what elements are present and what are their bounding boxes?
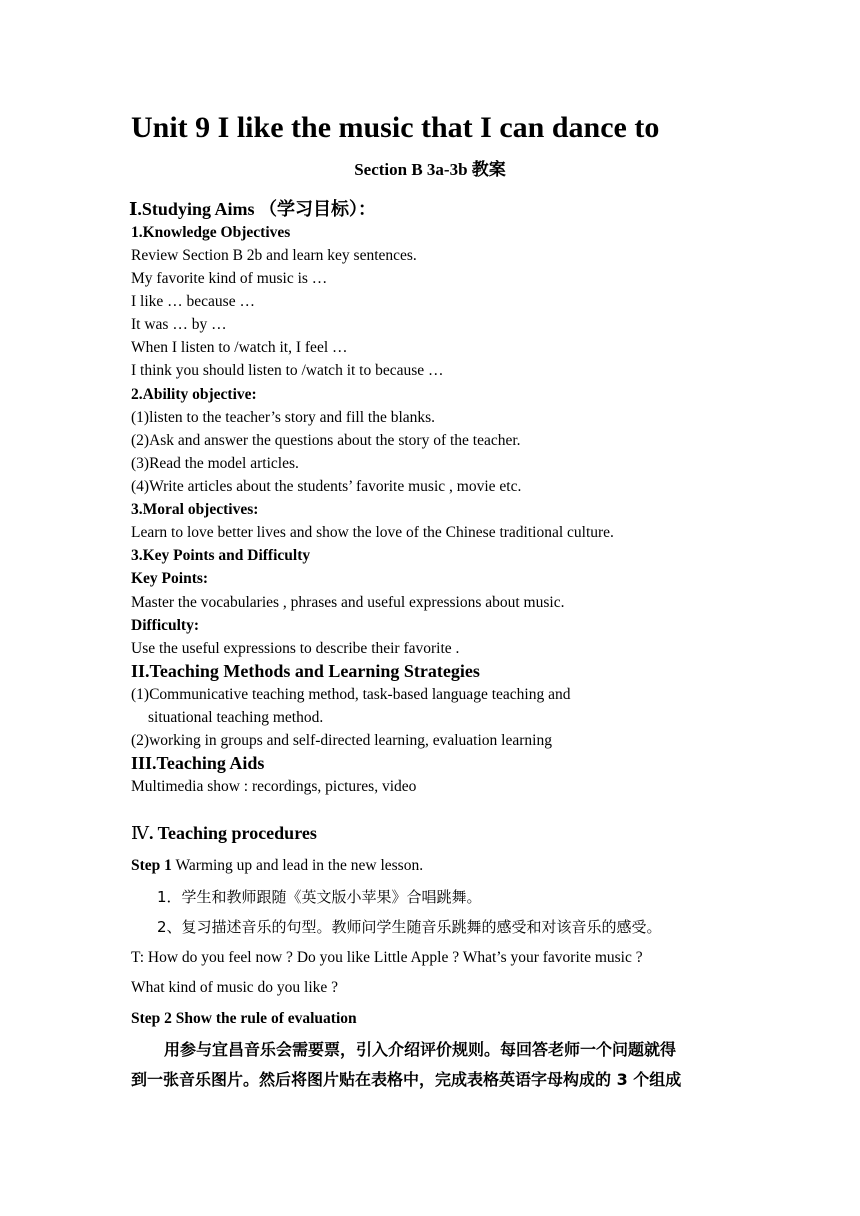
difficulty-line: Use the useful expressions to describe their favorite .: [131, 640, 460, 657]
section-heading-teaching-procedures: [131, 822, 317, 844]
step1-item: 2、复习描述音乐的句型。教师问学生随音乐跳舞的感受和对该音乐的感受。: [157, 918, 662, 936]
document-title: Unit 9 I like the music that I can dance to: [131, 111, 660, 144]
step1-label: Step 1: [131, 857, 172, 874]
moral-line: Learn to love better lives and show the love of the Chinese traditional culture.: [131, 524, 614, 541]
methods-line: (2)working in groups and self-directed learning, evaluation learning: [131, 732, 552, 749]
knowledge-objectives-heading: 1.Knowledge Objectives: [131, 224, 291, 241]
teacher-line: What kind of music do you like ?: [131, 979, 339, 996]
methods-line: situational teaching method.: [148, 709, 324, 726]
knowledge-line: When I listen to /watch it, I feel …: [131, 339, 348, 356]
methods-line: (1)Communicative teaching method, task-based language teaching and: [131, 686, 571, 703]
ability-line: (3)Read the model articles.: [131, 455, 299, 472]
document-subtitle: Section B 3a-3b 教案: [354, 160, 506, 179]
ability-line: (4)Write articles about the students’ favorite music , movie etc.: [131, 478, 522, 495]
knowledge-line: It was … by …: [131, 316, 227, 333]
key-points-difficulty-heading: 3.Key Points and Difficulty: [131, 547, 311, 564]
procedures-heading-text: . Teaching procedures: [148, 823, 317, 843]
step1-line: [131, 856, 423, 876]
moral-objectives-heading: 3.Moral objectives:: [131, 501, 259, 518]
knowledge-line: I like … because …: [131, 293, 255, 310]
step2-paragraph-line: 用参与宜昌音乐会需要票，引入介绍评价规则。每回答老师一个问题就得: [164, 1040, 677, 1059]
key-points-line: Master the vocabularies , phrases and useful expressions about music.: [131, 594, 565, 611]
difficulty-label: Difficulty:: [131, 617, 200, 634]
knowledge-line: My favorite kind of music is …: [131, 270, 328, 287]
roman-numeral-four: Ⅳ: [131, 823, 149, 843]
section-heading-teaching-aids: III.Teaching Aids: [131, 753, 265, 773]
ability-objective-heading: 2.Ability objective:: [131, 386, 257, 403]
aids-line: Multimedia show : recordings, pictures, video: [131, 778, 417, 795]
section-heading-studying-aims: Ⅰ.Studying Aims （学习目标）：: [129, 199, 376, 219]
section-heading-teaching-methods: II.Teaching Methods and Learning Strategies: [131, 661, 480, 681]
ability-line: (1)listen to the teacher’s story and fill the blanks.: [131, 409, 436, 426]
key-points-label: Key Points:: [131, 570, 209, 587]
step2-heading: Step 2 Show the rule of evaluation: [131, 1010, 357, 1027]
ability-line: (2)Ask and answer the questions about the story of the teacher.: [131, 432, 521, 449]
step1-item: 1．学生和教师跟随《英文版小苹果》合唱跳舞。: [157, 888, 482, 906]
step1-text: Warming up and lead in the new lesson.: [171, 857, 424, 874]
knowledge-line: I think you should listen to /watch it to because …: [131, 362, 444, 379]
step2-paragraph-line: 到一张音乐图片。然后将图片贴在表格中，完成表格英语字母构成的 3 个组成: [131, 1070, 682, 1089]
knowledge-line: Review Section B 2b and learn key sentences.: [131, 247, 417, 264]
teacher-line: T: How do you feel now ? Do you like Little Apple ? What’s your favorite music ?: [131, 949, 643, 966]
